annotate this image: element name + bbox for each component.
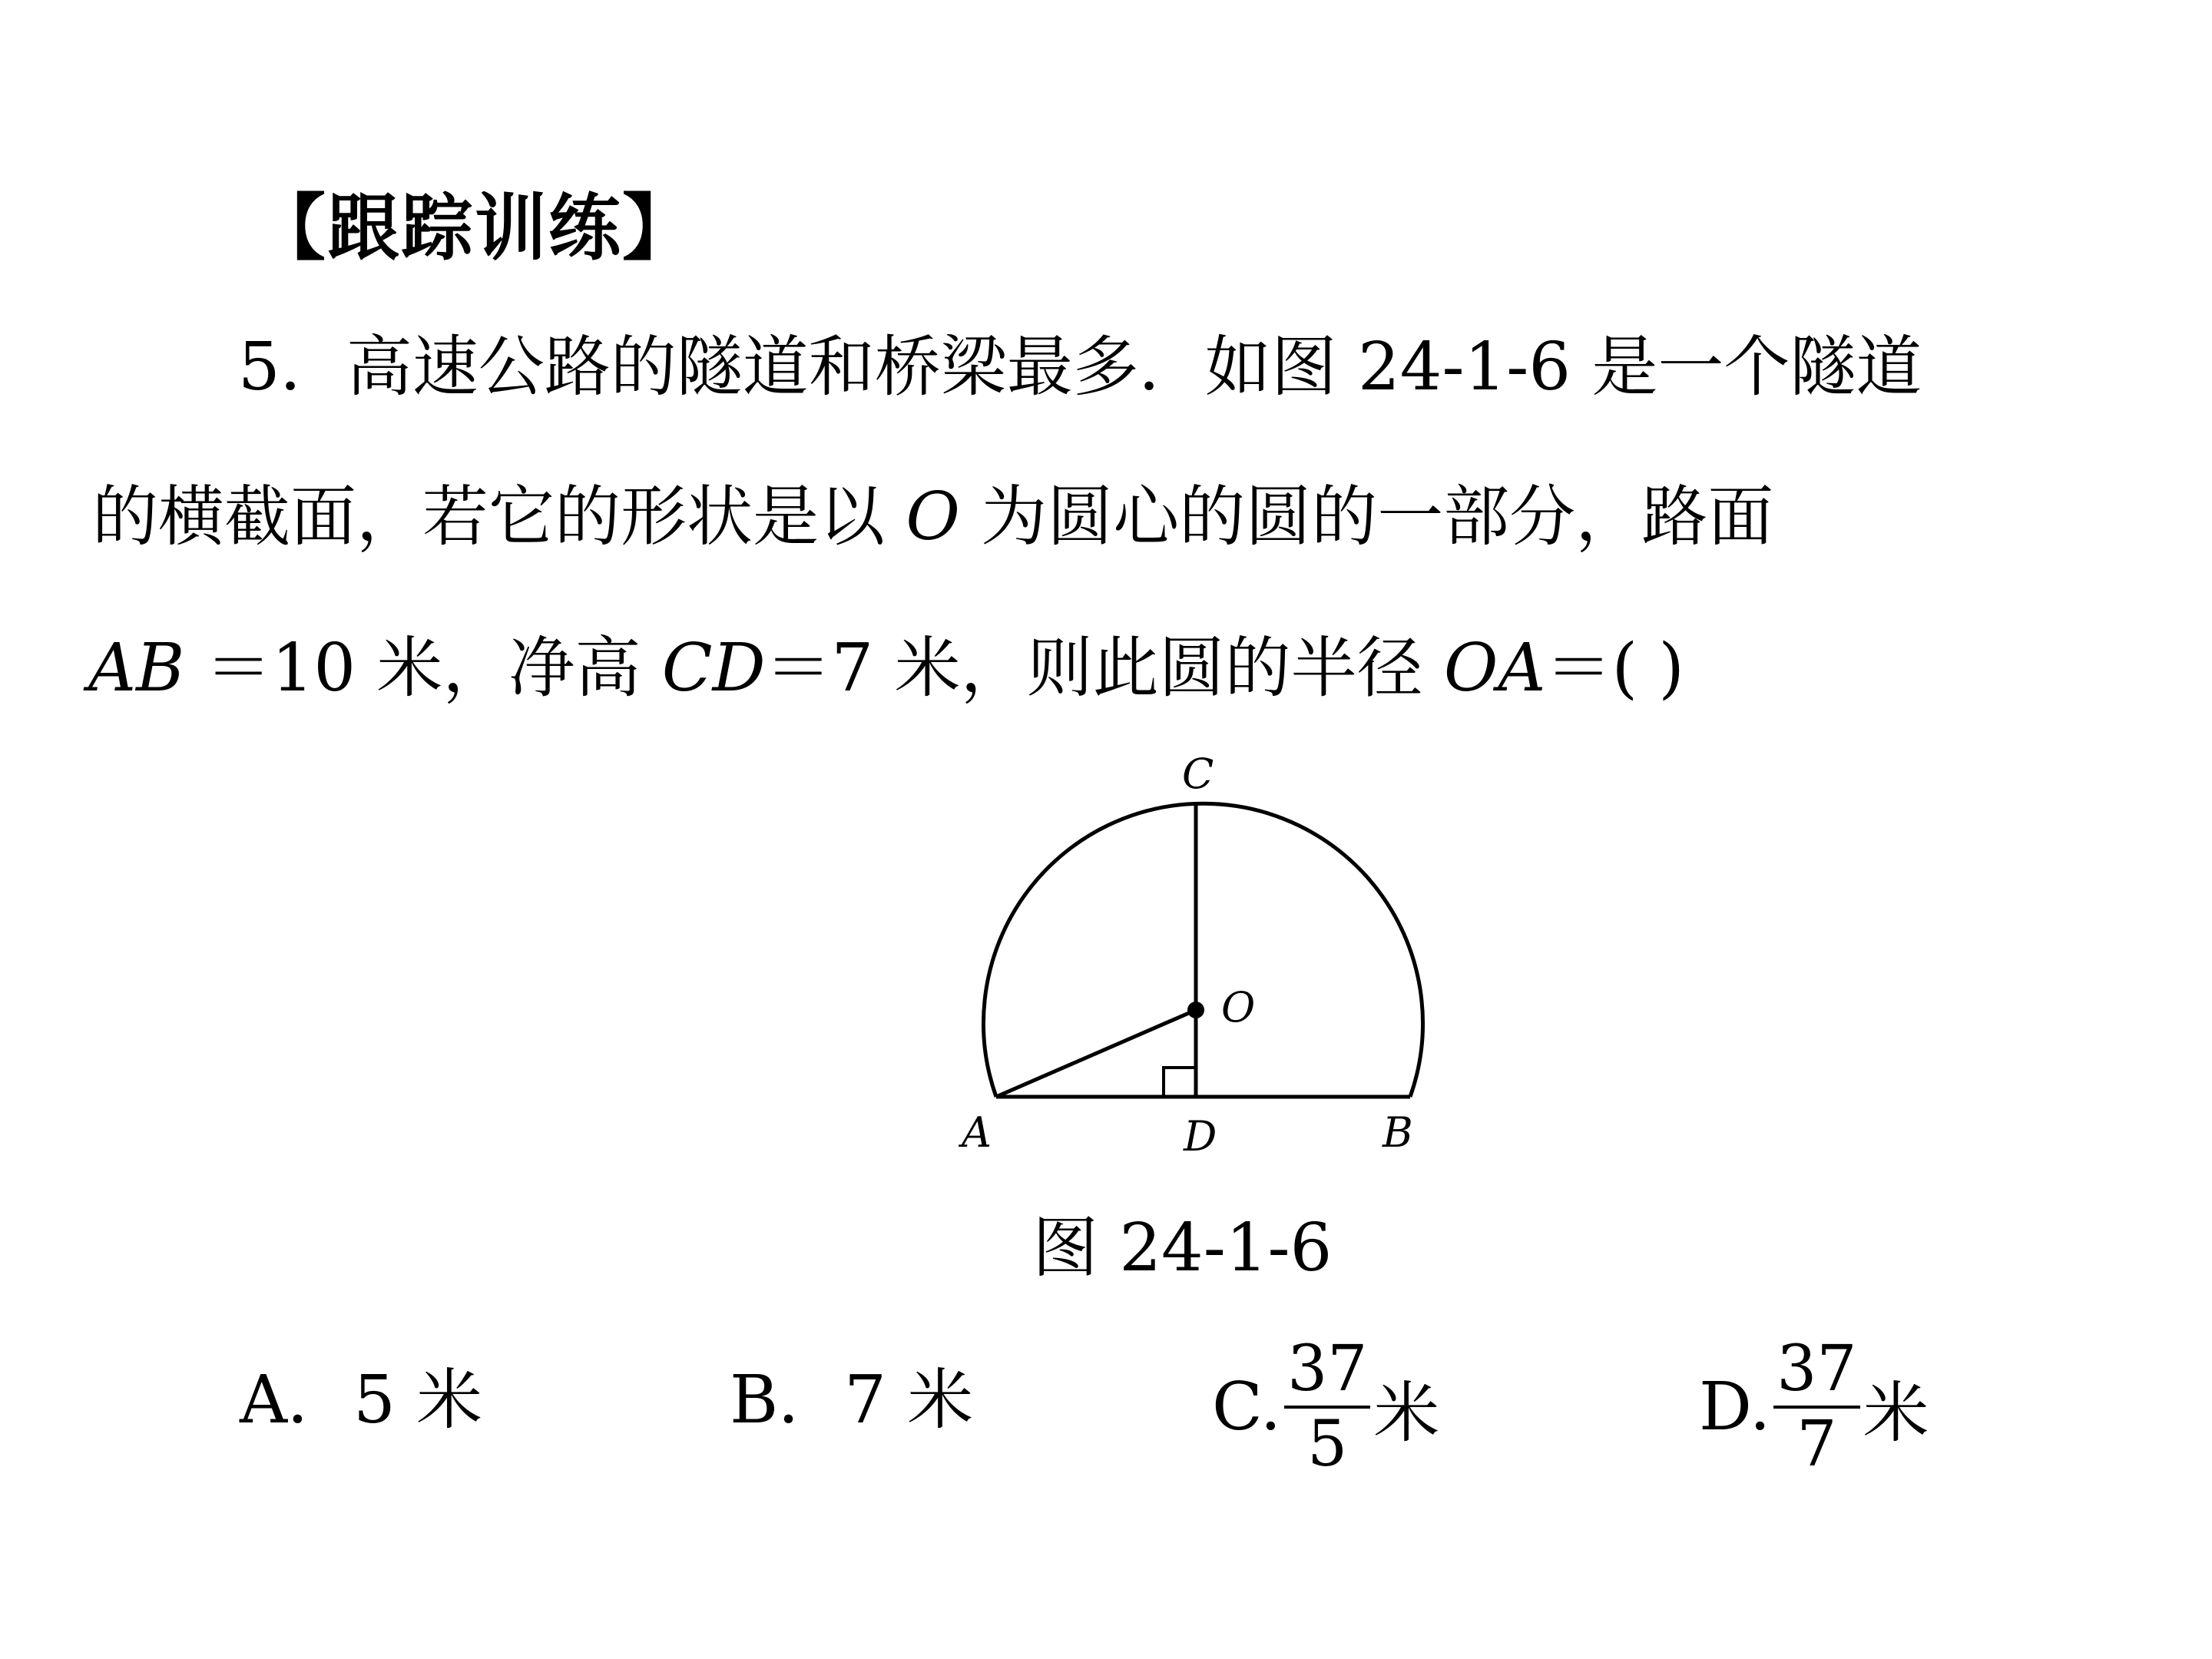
fraction-numerator: 37 [1284,1333,1370,1409]
fraction-denominator: 7 [1796,1408,1837,1481]
label-c: C [1182,753,1214,798]
segment-oa-label: OA [1443,630,1546,707]
fraction-denominator: 5 [1307,1408,1348,1481]
center-point-o [1187,1002,1204,1018]
section-title: 【跟踪训练】 [253,187,697,270]
fraction [1284,1333,1370,1481]
question-text: ＝10 米，净高 [184,630,662,707]
option-d[interactable] [1699,1323,1929,1492]
question-text: 的横截面，若它的形状是以 [92,478,906,555]
label-d: D [1184,1112,1217,1161]
tunnel-arc [984,803,1423,1097]
option-d-prefix: D. [1699,1369,1771,1445]
figure-caption: 图 24-1-6 [1032,1210,1333,1286]
option-a[interactable]: A．5 米 [240,1362,483,1439]
label-o: O [1221,983,1256,1031]
question-text: 为圆心的圆的一部分，路面 [959,478,1774,555]
fraction [1773,1333,1859,1481]
option-c-unit: 米 [1373,1375,1440,1452]
question-line-3 [88,626,1684,710]
segment-ab-label: AB [88,630,185,707]
option-c-prefix: C. [1212,1369,1282,1445]
option-b[interactable]: B．7 米 [730,1362,974,1439]
point-o-label: O [906,478,960,555]
label-b: B [1382,1108,1413,1157]
question-text: ＝7 米，则此圆的半径 [765,630,1444,707]
segment-cd-label: CD [661,630,766,707]
answer-blank: ＝( ) [1545,630,1684,707]
question-line-1: 5．高速公路的隧道和桥梁最多．如图 24-1-6 是一个隧道 [238,329,1922,406]
question-line-2 [92,475,1773,559]
option-d-unit: 米 [1863,1375,1929,1452]
right-angle-marker [1164,1068,1196,1097]
tunnel-cross-section-diagram [952,753,1475,1183]
segment-oa [996,1010,1196,1097]
label-a: A [962,1108,992,1157]
fraction-numerator: 37 [1773,1333,1859,1409]
option-c[interactable] [1212,1323,1439,1492]
